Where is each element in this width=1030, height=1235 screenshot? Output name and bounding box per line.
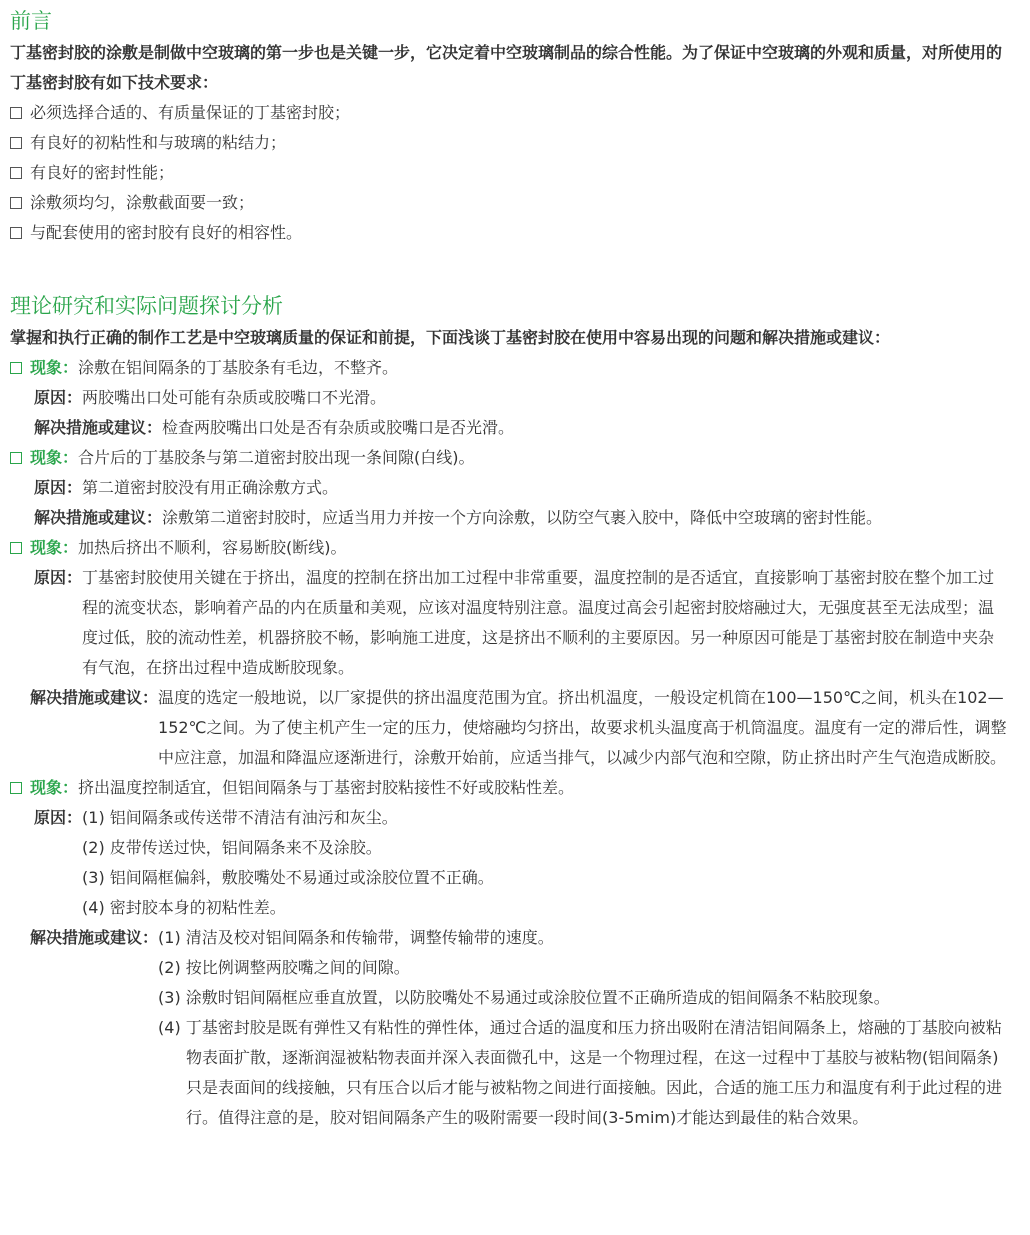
phenomenon-row: 现象：合片后的丁基胶条与第二道密封胶出现一条间隙(白线)。 xyxy=(10,443,1010,473)
solution-item: (3) 涂敷时铝间隔框应垂直放置，以防胶嘴处不易通过或涂胶位置不正确所造成的铝间隔条不粘胶现象。 xyxy=(158,988,890,1007)
checkbox-icon xyxy=(10,782,22,794)
analysis-block xyxy=(10,323,1010,1133)
cause-row: 原因： 丁基密封胶使用关键在于挤出，温度的控制在挤出加工过程中非常重要，温度控制的是否适宜，直接影响丁基密封胶在整个加工过程的流变状态，影响着产品的内在质量和美观，应该对温度特别注意。温度过高会引起密封胶熔融过大，无强度甚至无法成型；温度过低，胶的流动性差，机器挤胶不畅，影响施工进度，这是挤出不顺利的主要原因。另一种原因可能是丁基密封胶在制造中夹杂有气泡，在挤出过程中造成断胶现象。 xyxy=(34,568,995,677)
checkbox-icon xyxy=(10,227,22,239)
requirement-item: 与配套使用的密封胶有良好的相容性。 xyxy=(10,218,1010,248)
phenomenon-row: 现象：涂敷在铝间隔条的丁基胶条有毛边，不整齐。 xyxy=(10,353,1010,383)
solution-item: (4) 丁基密封胶是既有弹性又有粘性的弹性体，通过合适的温度和压力挤出吸附在清洁铝间隔条上，熔融的丁基胶向被粘物表面扩散，逐渐润湿被粘物表面并深入表面微孔中，这是一个物理过程，在这一过程中丁基胶与被粘物(铝间隔条)只是表面间的线接触，只有压合以后才能与被粘物之间进行面接触。因此，合适的施工压力和温度有利于此过程的进行。值得注意的是，胶对铝间隔条产生的吸附需要一段时间(3-5mim)才能达到最佳的粘合效果。 xyxy=(158,1018,1003,1127)
phenomenon-row: 现象：加热后挤出不顺利，容易断胶(断线)。 xyxy=(10,533,1010,563)
phenomenon-row: 现象：挤出温度控制适宜，但铝间隔条与丁基密封胶粘接性不好或胶粘性差。 xyxy=(10,773,1010,803)
solution-row: 解决措施或建议： (1) 清洁及校对铝间隔条和传输带，调整传输带的速度。 (2) 按比例调整两胶嘴之间的间隙。 (3) 涂敷时铝间隔框应垂直放置，以防胶嘴处不易通过或涂胶位置不正确所造成的铝间隔条不粘胶现象。 (4) 丁基密封胶是既有弹性又有粘性的弹性体，通过合适的温度和压力挤出吸附在清洁铝间隔条上，熔融的丁基胶向被粘物表面扩散，逐渐润湿被粘物表面并深入表面微孔中，这是一个物理过程，在这一过程中丁基胶与被粘物(铝间隔条)只是表面间的线接触，只有压合以后才能与被粘物之间进行面接触。因此，合适的施工压力和温度有利于此过程的进行。值得注意的是，胶对铝间隔条产生的吸附需要一段时间(3-5mim)才能达到最佳的粘合效果。 xyxy=(10,923,1010,1133)
cause-row: 原因：第二道密封胶没有用正确涂敷方式。 xyxy=(34,478,339,497)
solution-row: 解决措施或建议：检查两胶嘴出口处是否有杂质或胶嘴口是否光滑。 xyxy=(34,418,515,437)
cause-item: (4) 密封胶本身的初粘性差。 xyxy=(82,898,286,917)
requirement-item: 涂敷须均匀，涂敷截面要一致； xyxy=(10,188,1010,218)
requirement-item: 必须选择合适的、有质量保证的丁基密封胶； xyxy=(10,98,1010,128)
checkbox-icon xyxy=(10,542,22,554)
cause-item: (2) 皮带传送过快，铝间隔条来不及涂胶。 xyxy=(82,838,382,857)
requirement-item: 有良好的初粘性和与玻璃的粘结力； xyxy=(10,128,1010,158)
cause-item: (1) 铝间隔条或传送带不清洁有油污和灰尘。 xyxy=(82,808,398,827)
preface-intro: 丁基密封胶的涂敷是制做中空玻璃的第一步也是关键一步，它决定着中空玻璃制品的综合性能。为了保证中空玻璃的外观和质量，对所使用的丁基密封胶有如下技术要求： xyxy=(10,43,1003,92)
checkbox-icon xyxy=(10,107,22,119)
solution-row: 解决措施或建议：涂敷第二道密封胶时，应适当用力并按一个方向涂敷，以防空气裹入胶中，降低中空玻璃的密封性能。 xyxy=(34,508,883,527)
section-title-analysis: 理论研究和实际问题探讨分析 xyxy=(10,294,283,318)
requirement-item: 有良好的密封性能； xyxy=(10,158,1010,188)
cause-row: 原因：两胶嘴出口处可能有杂质或胶嘴口不光滑。 xyxy=(34,388,387,407)
checkbox-icon xyxy=(10,137,22,149)
analysis-intro: 掌握和执行正确的制作工艺是中空玻璃质量的保证和前提，下面浅谈丁基密封胶在使用中容易出现的问题和解决措施或建议： xyxy=(10,328,891,347)
cause-item: (3) 铝间隔框偏斜，敷胶嘴处不易通过或涂胶位置不正确。 xyxy=(82,868,494,887)
checkbox-icon xyxy=(10,197,22,209)
section-title-preface: 前言 xyxy=(10,9,52,33)
solution-item: (2) 按比例调整两胶嘴之间的间隙。 xyxy=(158,958,410,977)
preface-block xyxy=(10,38,1010,248)
checkbox-icon xyxy=(10,452,22,464)
checkbox-icon xyxy=(10,167,22,179)
cause-row: 原因： (1) 铝间隔条或传送带不清洁有油污和灰尘。 (2) 皮带传送过快，铝间隔条来不及涂胶。 (3) 铝间隔框偏斜，敷胶嘴处不易通过或涂胶位置不正确。 (4) 密封胶本身的初粘性差。 xyxy=(10,803,1010,923)
solution-item: (1) 清洁及校对铝间隔条和传输带，调整传输带的速度。 xyxy=(158,928,554,947)
solution-row: 解决措施或建议： 温度的选定一般地说，以厂家提供的挤出温度范围为宜。挤出机温度，一般设定机筒在100—150℃之间，机头在102—152℃之间。为了使主机产生一定的压力，使熔融均匀挤出，故要求机头温度高于机筒温度。温度有一定的滞后性，调整中应注意，加温和降温应逐渐进行，涂敷开始前，应适当排气，以减少内部气泡和空隙，防止挤出时产生气泡造成断胶。 xyxy=(30,688,1007,767)
checkbox-icon xyxy=(10,362,22,374)
